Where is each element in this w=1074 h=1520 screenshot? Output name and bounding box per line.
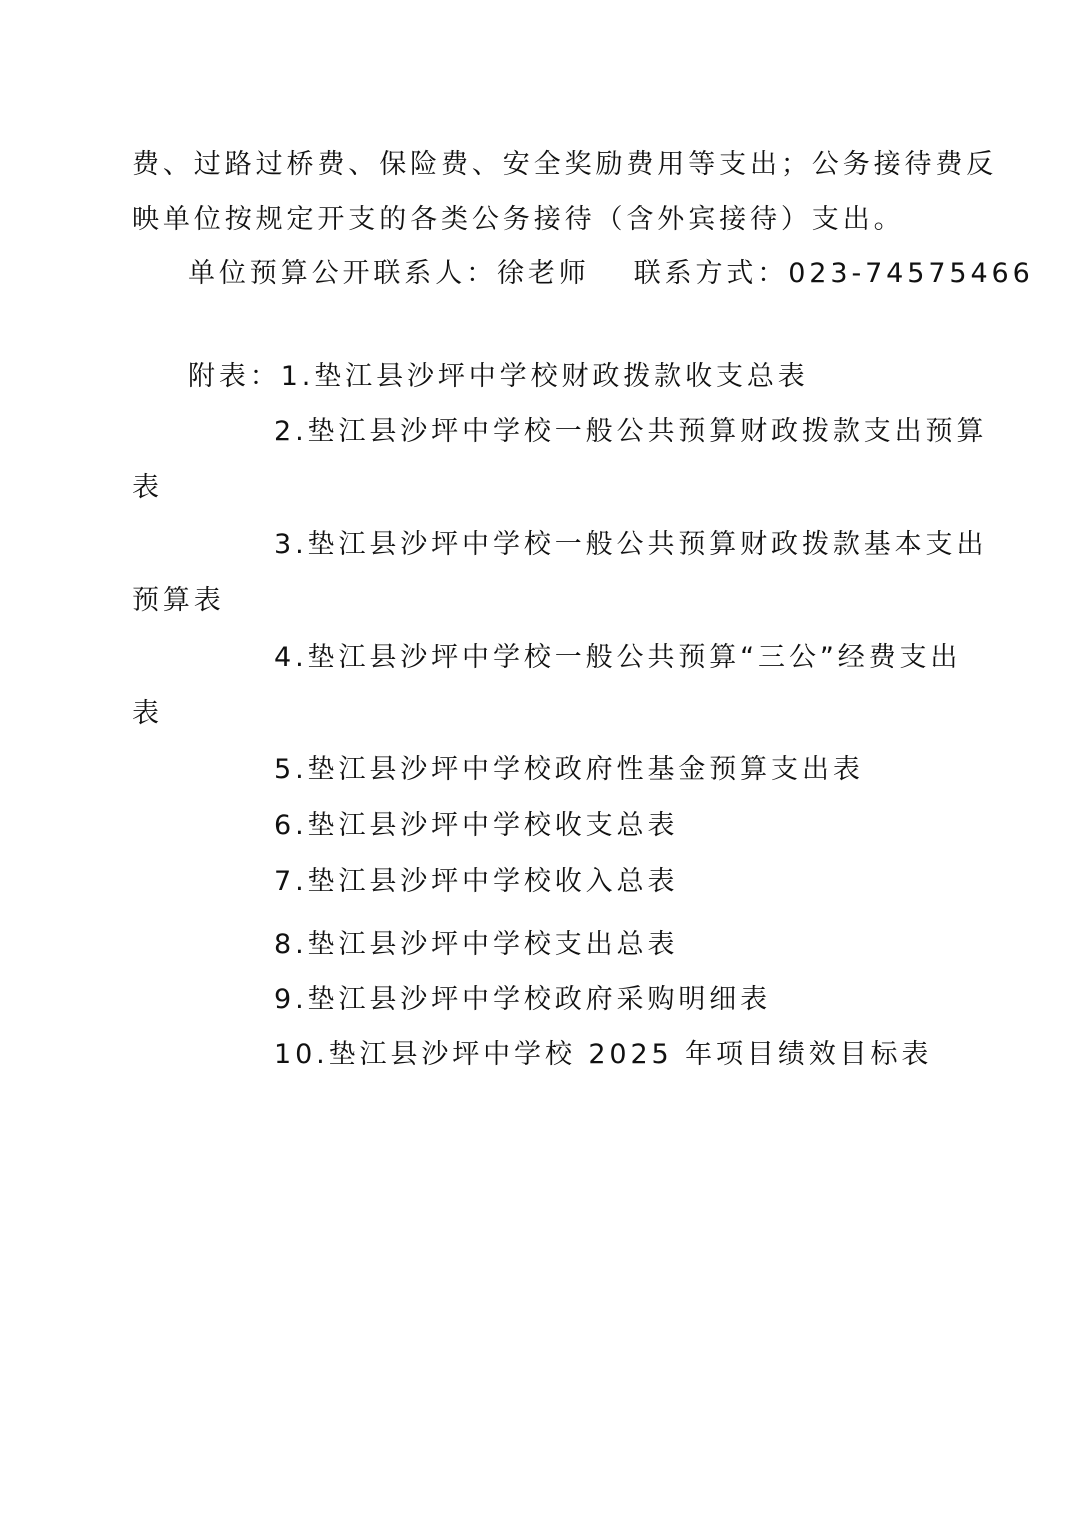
attachment-list-heading — [188, 360, 809, 394]
attachment-item: 10.垫江县沙坪中学校 2025 年项目绩效目标表 — [274, 1039, 933, 1070]
contact-line — [188, 257, 1034, 291]
attachment-item: 7.垫江县沙坪中学校收入总表 — [274, 866, 679, 897]
attachment-item: 5.垫江县沙坪中学校政府性基金预算支出表 — [274, 754, 864, 785]
attachment-item: 8.垫江县沙坪中学校支出总表 — [274, 929, 679, 960]
paragraph-line: 费、过路过桥费、保险费、安全奖励费用等支出；公务接待费反 — [132, 149, 998, 180]
contact-phone-label: 联系方式： — [633, 258, 789, 289]
contact-person: 徐老师 — [497, 258, 590, 289]
attachment-item: 2.垫江县沙坪中学校一般公共预算财政拨款支出预算 — [274, 416, 988, 447]
attachment-item: 4.垫江县沙坪中学校一般公共预算“三公”经费支出 — [274, 642, 962, 673]
contact-person-label: 单位预算公开联系人： — [188, 258, 497, 289]
attachment-item: 9.垫江县沙坪中学校政府采购明细表 — [274, 984, 772, 1015]
attachment-item-continuation: 表 — [132, 472, 163, 503]
attachment-item-continuation: 预算表 — [132, 585, 225, 616]
paragraph-line: 映单位按规定开支的各类公务接待（含外宾接待）支出。 — [132, 204, 905, 235]
attachment-item: 3.垫江县沙坪中学校一般公共预算财政拨款基本支出 — [274, 529, 988, 560]
attachment-item: 1.垫江县沙坪中学校财政拨款收支总表 — [280, 361, 809, 392]
attachment-heading-label: 附表： — [188, 361, 281, 392]
contact-phone: 023-74575466 — [788, 258, 1034, 289]
attachment-item-continuation: 表 — [132, 698, 163, 729]
attachment-item: 6.垫江县沙坪中学校收支总表 — [274, 810, 679, 841]
